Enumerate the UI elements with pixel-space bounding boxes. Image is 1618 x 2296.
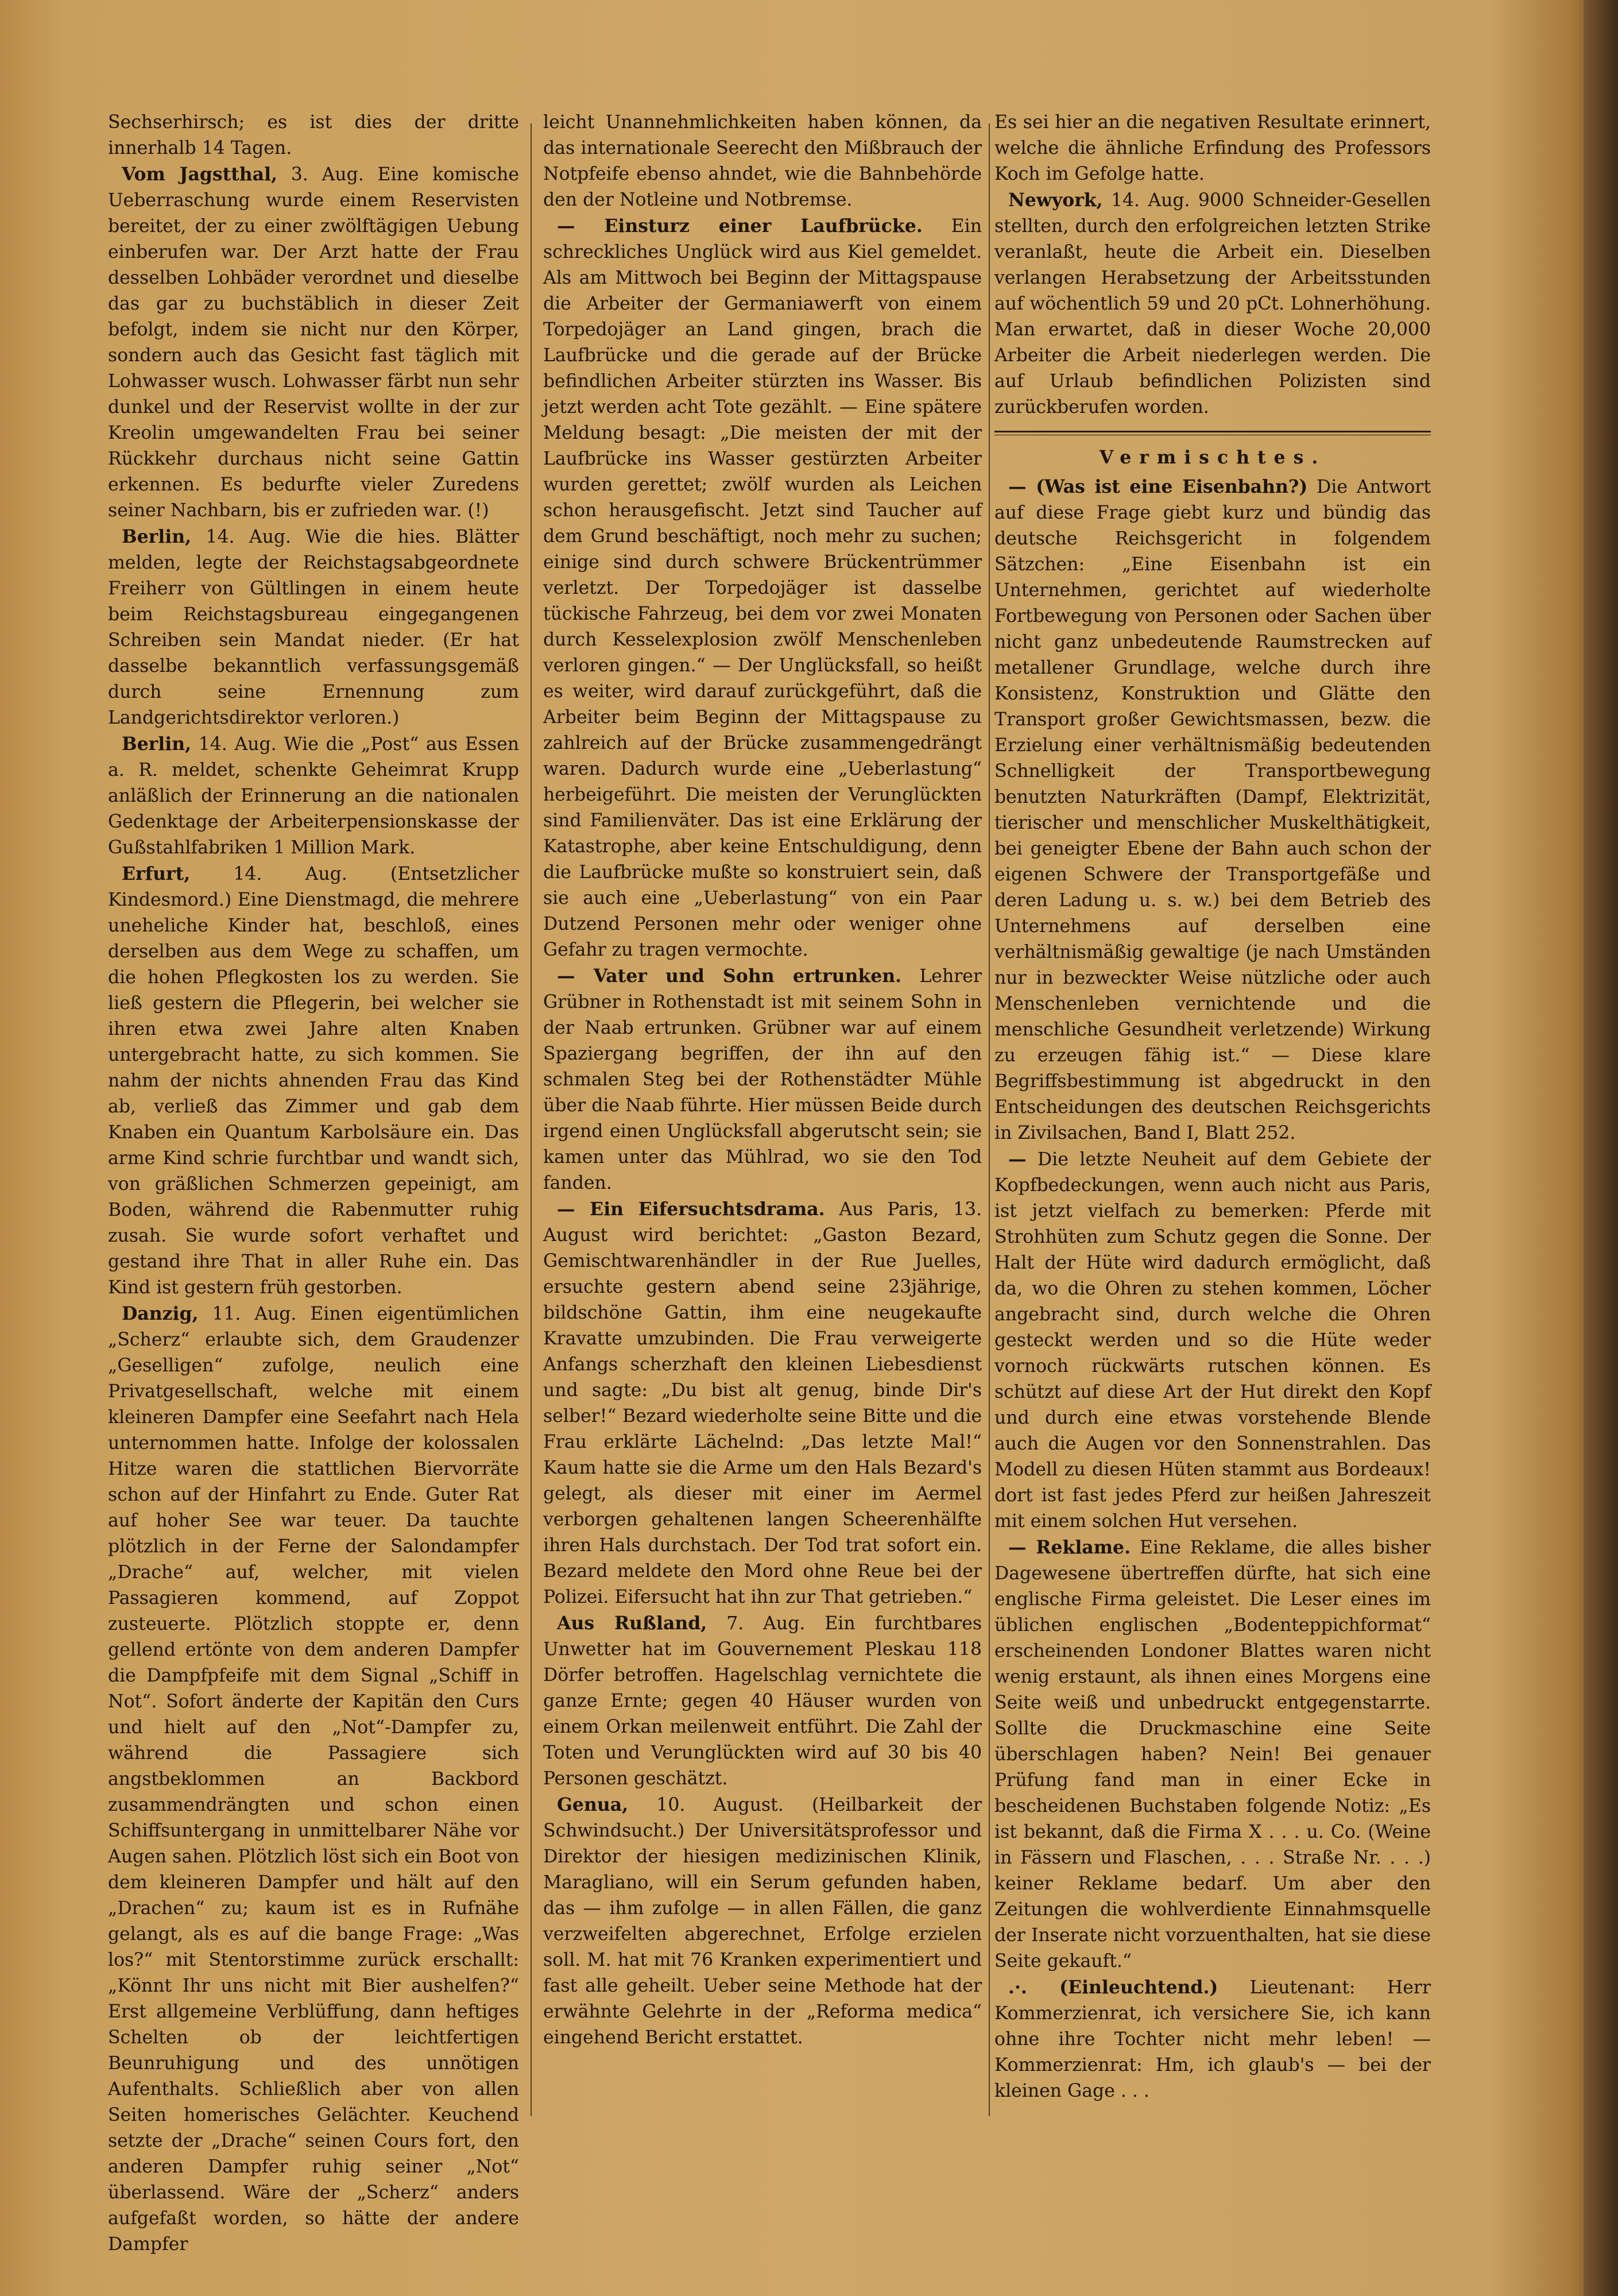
article-paragraph: Aus Rußland, 7. Aug. Ein furchtbares Unwetter hat im Gouvernement Pleskau 118 Dörfer betroffen. Hagelschlag vernichtete die ganze Ernte; gegen 40 Häuser wurden von einem Orkan meilenweit entführt. Die Zahl der Toten und Verunglückten wird auf 30 bis 40 Personen geschätzt. bbox=[543, 1613, 982, 1789]
column-divider bbox=[989, 123, 990, 2116]
article-headline: Vom Jagstthal, bbox=[122, 164, 278, 185]
article-paragraph: — (Was ist eine Eisenbahn?) Die Antwort auf diese Frage giebt kurz und bündig das deutsche Reichsgericht in folgendem Sätzchen: „Eine Eisenbahn ist ein Unternehmen, gerichtet auf wiederholte Fortbewegung von Personen oder Sachen über nicht ganz unbedeutende Raumstrecken auf metallener Grundlage, welche durch ihre Konsistenz, Konstruktion und Glätte den Transport großer Gewichtsmassen, bezw. die Erzielung einer verhältnismäßig bedeutenden Schnelligkeit der Transportbewegung benutzten Naturkräften (Dampf, Elektrizität, tierischer und menschlicher Muskelthätigkeit, bei geneigter Ebene der Bahn auch schon der eigenen Schwere der Transportgefäße und deren Ladung u. s. w.) bei dem Betrieb des Unternehmens auf derselben eine verhältnismäßig gewaltige (je nach Umständen nur in bezweckter Weise nützliche oder auch Menschenleben vernichtende und die menschliche Gesundheit verletzende) Wirkung zu erzeugen fähig ist.“ — Diese klare Begriffsbestimmung ist abgedruckt in den Entscheidungen des deutschen Reichsgerichts in Zivilsachen, Band I, Blatt 252. bbox=[994, 476, 1431, 1143]
section-rule bbox=[994, 431, 1431, 435]
article-paragraph: Vom Jagstthal, 3. Aug. Eine komische Ueberraschung wurde einem Reservisten bereitet, der zu einer zwölftägigen Uebung einberufen war. Der Arzt hatte der Frau desselben Lohbäder verordnet und dieselbe das gar zu buchstäblich in dieser Zeit befolgt, indem sie nicht nur den Körper, sondern auch das Gesicht fast täglich mit Lohwasser wusch. Lohwasser färbt nun sehr dunkel und der Reservist wollte in der zur Kreolin umgewandelten Frau bei seiner Rückkehr durchaus nicht seine Gattin erkennen. Es bedurfte vieler Zuredens seiner Nachbarn, bis er zufrieden war. (!) bbox=[108, 164, 519, 521]
article-paragraph: — Ein Eifersuchtsdrama. Aus Paris, 13. August wird berichtet: „Gaston Bezard, Gemischtwarenhändler in der Rue Juelles, ersuchte gestern abend seine 23jährige, bildschöne Gattin, ihm eine neugekaufte Kravatte umzubinden. Die Frau verweigerte Anfangs scherzhaft den kleinen Liebesdienst und sagte: „Du bist alt genug, binde Dir's selber!“ Bezard wiederholte seine Bitte und die Frau erklärte Lächelnd: „Das letzte Mal!“ Kaum hatte sie die Arme um den Hals Bezard's gelegt, als dieser mit einer im Aermel verborgen gehaltenen langen Scheerenhälfte ihren Hals durchstach. Der Tod trat sofort ein. Bezard meldete den Mord ohne Reue bei der Polizei. Eifersucht hat ihn zur That getrieben.“ bbox=[543, 1199, 982, 1607]
article-paragraph: Danzig, 11. Aug. Einen eigentümlichen „Scherz“ erlaubte sich, dem Graudenzer „Geselligen“ zufolge, neulich eine Privatgesellschaft, welche mit einem kleineren Dampfer eine Seefahrt nach Hela unternommen hatte. Infolge der kolossalen Hitze waren die stattlichen Biervorräte schon auf der Hinfahrt zu Ende. Guter Rat auf hoher See war teuer. Da tauchte plötzlich in der Ferne der Salondampfer „Drache“ auf, welcher, mit vielen Passagieren kommend, auf Zoppot zusteuerte. Plötzlich stoppte er, denn gellend ertönte von dem anderen Dampfer die Dampfpfeife mit dem Signal „Schiff in Not“. Sofort änderte der Kapitän den Curs und hielt auf den „Not“-Dampfer zu, während die Passagiere sich angstbeklommen an Backbord zusammendrängten und schon einen Schiffsuntergang in unmittelbarer Nähe vor Augen sahen. Plötzlich löst sich ein Boot von dem kleineren Dampfer und hält auf den „Drachen“ zu; kaum ist es in Rufnähe gelangt, als es auf die bange Frage: „Was los?“ mit Stentorstimme zurück erschallt: „Könnt Ihr uns nicht mit Bier aushelfen?“ Erst allgemeine Verblüffung, dann heftiges Schelten ob der leichtfertigen Beunruhigung und des unnötigen Aufenthalts. Schließlich aber von allen Seiten homerisches Gelächter. Keuchend setzte der „Drache“ seinen Cours fort, den anderen Dampfer ruhig seiner „Not“ überlassend. Wäre der „Scherz“ anders aufgefaßt worden, so hätte der andere Dampfer bbox=[108, 1303, 520, 2255]
article-paragraph: leicht Unannehmlichkeiten haben können, da das internationale Seerecht den Mißbrauch der Notpfeife ebenso ahndet, wie die Bahnbehörde den der Notleine und Notbremse. bbox=[543, 112, 982, 210]
article-headline: — Ein Eifersuchtsdrama. bbox=[557, 1199, 825, 1220]
article-headline: Aus Rußland, bbox=[557, 1613, 707, 1634]
article-headline: — Einsturz einer Laufbrücke. bbox=[557, 215, 923, 237]
column-right bbox=[994, 109, 1431, 2131]
article-paragraph: Berlin, 14. Aug. Wie die hies. Blätter melden, legte der Reichstagsabgeordnete Freiherr von Gültlingen in einem heute beim Reichstagsbureau eingegangenen Schreiben sein Mandat nieder. (Er hat dasselbe bekanntlich verfassungsgemäß durch seine Ernennung zum Landgerichtsdirektor verloren.) bbox=[108, 526, 520, 728]
article-paragraph: Erfurt, 14. Aug. (Entsetzlicher Kindesmord.) Eine Dienstmagd, die mehrere uneheliche Kinder hat, beschloß, eines derselben aus dem Wege zu schaffen, um die hohen Pflegkosten los zu werden. Sie ließ gestern die Pflegerin, bei welcher sie ihren etwa zwei Jahre alten Knaben untergebracht hatte, zu sich kommen. Sie nahm der nichts ahnenden Frau das Kind ab, verließ das Zimmer und gab dem Knaben ein Quantum Karbolsäure ein. Das arme Kind schrie furchtbar und wandt sich, von gräßlichen Schmerzen gepeinigt, am Boden, während die Rabenmutter ruhig zusah. Sie wurde sofort verhaftet und gestand ihre That in aller Ruhe ein. Das Kind ist gestern früh gestorben. bbox=[108, 863, 520, 1298]
article-paragraph: Berlin, 14. Aug. Wie die „Post“ aus Essen a. R. meldet, schenkte Geheimrat Krupp anläßlich der Erinnerung an die nationalen Gedenktage der Arbeiterpensionskasse der Gußstahlfabriken 1 Million Mark. bbox=[108, 733, 519, 858]
column-left bbox=[108, 109, 520, 2255]
article-paragraph: Es sei hier an die negativen Resultate erinnert, welche die ähnliche Erfindung des Professors Koch im Gefolge hatte. bbox=[994, 112, 1431, 184]
column-divider bbox=[531, 123, 532, 2116]
column-middle bbox=[543, 109, 982, 2131]
article-headline: — (Was ist eine Eisenbahn?) bbox=[1008, 476, 1308, 497]
book-binding-edge bbox=[1584, 0, 1618, 2296]
article-paragraph: — Die letzte Neuheit auf dem Gebiete der Kopfbedeckungen, wenn auch nicht aus Paris, ist jetzt vielfach zu bemerken: Pferde mit Strohhüten zum Schutz gegen die Sonne. Der Halt der Hüte wird dadurch ermöglicht, daß da, wo die Ohren zu stehen kommen, Löcher angebracht sind, durch welche die Ohren gesteckt werden und so die Hüte weder vornoch rückwärts rutschen können. Es schützt auf diese Art der Hut direkt den Kopf und durch eine etwas vorstehende Blende auch die Augen vor den Sonnenstrahlen. Das Modell zu diesen Hüten stammt aus Bordeaux! dort ist fast jedes Pferd zur heißen Jahreszeit mit einem solchen Hut versehen. bbox=[994, 1149, 1431, 1532]
article-headline: — Vater und Sohn ertrunken. bbox=[557, 965, 902, 987]
article-paragraph: — Reklame. Eine Reklame, die alles bisher Dagewesene übertreffen dürfte, hat sich eine englische Firma geleistet. Die Leser eines im üblichen englischen „Bodenteppichformat“ erscheinenden Londoner Blattes waren nicht wenig erstaunt, als ihnen eines Morgens eine Seite weiß und unbedruckt entgegenstarrte. Sollte die Druckmaschine eine Seite überschlagen haben? Nein! Bei genauer Prüfung fand man in einer Ecke in bescheidenen Buchstaben folgende Notiz: „Es ist bekannt, daß die Firma X . . . u. Co. (Weine in Fässern und Flaschen, . . . Straße Nr. . . .) keiner Reklame bedarf. Um aber den Zeitungen die wohlverdiente Einnahmsquelle der Inserate nicht vorzuenthalten, hat sie diese Seite gekauft.“ bbox=[994, 1537, 1431, 1972]
article-paragraph: .·. (Einleuchtend.) Lieutenant: Herr Kommerzienrat, ich versichere Sie, ich kann ohne ihre Tochter nicht mehr leben! — Kommerzienrat: Hm, ich glaub's — bei der kleinen Gage . . . bbox=[994, 1977, 1431, 2101]
article-paragraph: — Vater und Sohn ertrunken. Lehrer Grübner in Rothenstadt ist mit seinem Sohn in der Naab ertrunken. Grübner war auf einem Spaziergang begriffen, der ihn auf den schmalen Steg bei der Rothenstädter Mühle über die Naab führte. Hier müssen Beide durch irgend einen Unglücksfall abgerutscht sein; sie kamen unter das Mühlrad, wo sie den Tod fanden. bbox=[543, 965, 982, 1193]
article-headline: Berlin, bbox=[122, 733, 192, 755]
article-headline: Newyork, bbox=[1008, 190, 1103, 211]
article-paragraph: Newyork, 14. Aug. 9000 Schneider-Gesellen stellten, durch den erfolgreichen letzten Strike veranlaßt, heute die Arbeit ein. Dieselben verlangen Herabsetzung der Arbeitsstunden auf wöchentlich 59 und 20 pCt. Lohnerhöhung. Man erwartet, daß in dieser Woche 20,000 Arbeiter die Arbeit niederlegen werden. Die auf Urlaub befindlichen Polizisten sind zurückberufen worden. bbox=[994, 190, 1431, 418]
article-headline: — Reklame. bbox=[1008, 1537, 1131, 1558]
article-headline: .·. (Einleuchtend.) bbox=[1008, 1977, 1218, 1998]
article-headline: Berlin, bbox=[122, 526, 192, 547]
article-headline: Erfurt, bbox=[122, 863, 191, 884]
article-paragraph: — Einsturz einer Laufbrücke. Ein schreckliches Unglück wird aus Kiel gemeldet. Als am Mittwoch bei Beginn der Mittagspause die Arbeiter der Germaniawerft von einem Torpedojäger an Land gingen, brach die Laufbrücke und die gerade auf der Brücke befindlichen Arbeiter stürzten ins Wasser. Bis jetzt werden acht Tote gezählt. — Eine spätere Meldung besagt: „Die meisten der mit der Laufbrücke ins Wasser gestürzten Arbeiter wurden gerettet; zwölf wurden als Leichen schon herausgefischt. Jetzt sind Taucher auf dem Grund beschäftigt, noch mehr zu suchen; einige sind durch schwere Brückentrümmer verletzt. Der Torpedojäger ist dasselbe tückische Fahrzeug, bei dem vor zwei Monaten durch Kesselexplosion zwölf Menschenleben verloren gingen.“ — Der Unglücksfall, so heißt es weiter, wird darauf zurückgeführt, daß die Arbeiter beim Beginn der Mittagspause zu zahlreich auf der Brücke zusammengedrängt waren. Dadurch wurde eine „Ueberlastung“ herbeigeführt. Die meisten der Verunglückten sind Familienväter. Das ist eine Erklärung der Katastrophe, aber keine Entschuldigung, denn die Laufbrücke mußte so konstruiert sein, daß sie auch eine „Ueberlastung“ von ein Paar Dutzend Personen mehr oder weniger ohne Gefahr zu tragen vermochte. bbox=[543, 215, 982, 960]
article-paragraph: Sechserhirsch; es ist dies der dritte innerhalb 14 Tagen. bbox=[108, 112, 519, 159]
article-paragraph: Genua, 10. August. (Heilbarkeit der Schwindsucht.) Der Universitätsprofessor und Direktor der hiesigen medizinischen Klinik, Maragliano, will ein Serum gefunden haben, das — ihm zufolge — in allen Fällen, die ganz verzweifelten abgerechnet, Erfolge erzielen soll. M. hat mit 76 Kranken experimentiert und fast alle geheilt. Ueber seine Methode hat der erwähnte Gelehrte in der „Reforma medica“ eingehend Bericht erstattet. bbox=[543, 1794, 982, 2048]
article-headline: Danzig, bbox=[122, 1303, 199, 1324]
section-title: Vermischtes. bbox=[1099, 447, 1326, 468]
article-headline: Genua, bbox=[557, 1794, 629, 1815]
